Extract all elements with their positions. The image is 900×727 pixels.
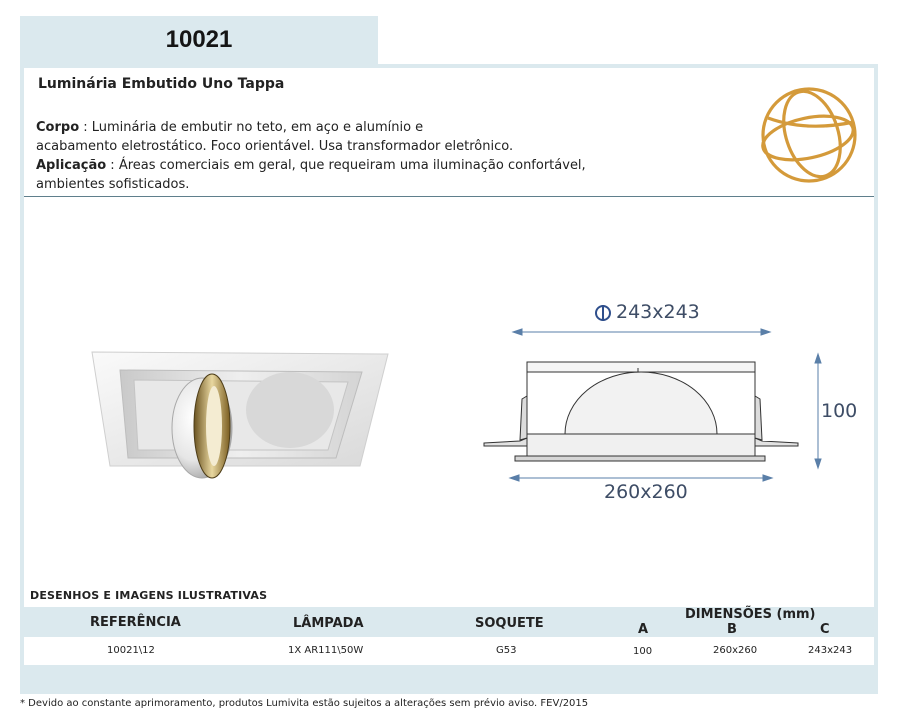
aplicacao-label: Aplicação bbox=[36, 158, 107, 173]
header-referencia: REFERÊNCIA bbox=[90, 615, 181, 630]
product-code: 10021 bbox=[165, 26, 233, 53]
cell-c: 243x243 bbox=[808, 645, 853, 656]
header-a: A bbox=[638, 622, 649, 637]
header-b: B bbox=[727, 622, 737, 637]
product-title: Luminária Embutido Uno Tappa bbox=[38, 76, 285, 92]
product-code-tab bbox=[20, 16, 378, 64]
header-lampada: LÂMPADA bbox=[293, 616, 364, 631]
aplicacao-text-1: : Áreas comerciais em geral, que requeiram uma iluminação confortável, bbox=[106, 158, 586, 173]
header-c: C bbox=[820, 622, 830, 637]
footnote: * Devido ao constante aprimoramento, produtos Lumivita estão sujeitos a alterações sem prévio aviso. FEV/2015 bbox=[20, 698, 589, 709]
cell-b: 260x260 bbox=[713, 645, 758, 656]
corpo-text-1: : Luminária de embutir no teto, em aço e alumínio e bbox=[79, 120, 424, 135]
header-soquete: SOQUETE bbox=[475, 616, 544, 631]
corpo-text-2: acabamento eletrostático. Foco orientável. Usa transformador eletrônico. bbox=[36, 139, 514, 154]
aplicacao-text-2: ambientes sofisticados. bbox=[36, 177, 190, 192]
height-label: 100 bbox=[821, 400, 858, 422]
technical-drawing bbox=[470, 296, 870, 506]
section-label: DESENHOS E IMAGENS ILUSTRATIVAS bbox=[30, 589, 268, 602]
corpo-label: Corpo bbox=[36, 120, 80, 135]
cutout-diameter-icon bbox=[594, 304, 612, 322]
product-description bbox=[36, 118, 596, 194]
header-dimensoes: DIMENSÕES (mm) bbox=[685, 607, 816, 622]
width-label: 260x260 bbox=[604, 481, 688, 503]
cell-soquete: G53 bbox=[496, 645, 517, 656]
cell-referencia: 10021\12 bbox=[107, 645, 155, 656]
cutout-label: 243x243 bbox=[616, 301, 700, 323]
cell-lampada: 1X AR111\50W bbox=[288, 645, 364, 656]
product-photo bbox=[90, 350, 390, 490]
cell-a: 100 bbox=[633, 646, 653, 657]
globe-logo-icon bbox=[756, 82, 862, 188]
